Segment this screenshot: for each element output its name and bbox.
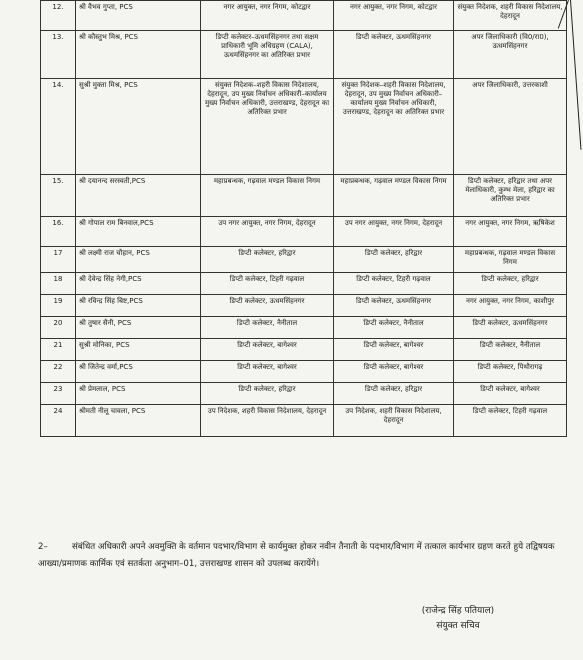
serial-number-cell: 23 (41, 383, 76, 405)
current-posting-cell: उप नगर आयुक्त, नगर निगम, देहरादून (201, 217, 334, 247)
current-posting-cell: संयुक्त निदेशक–शहरी विकास निदेशालय, देहरादून, उप मुख्य निर्वाचन अधिकारी–कार्यालय मुख्य निर्वाचन अधिकारी, उत्तराखण्ड, देहरादून का अतिरिक्त प्रभार (201, 79, 334, 175)
relieved-posting-cell: डिप्टी कलेक्टर, टिहरी गढ़वाल (334, 273, 454, 295)
serial-number-cell: 19 (41, 295, 76, 317)
new-posting-cell: अपर जिलाधिकारी, उत्तरकाशी (454, 79, 567, 175)
new-posting-cell: अपर जिलाधिकारी (वि0/रा0), ऊधमसिंहनगर (454, 31, 567, 79)
table-row (41, 79, 567, 175)
new-posting-cell: डिप्टी कलेक्टर, पिथौरागढ़ (454, 361, 567, 383)
table-row (41, 317, 567, 339)
table-row (41, 383, 567, 405)
officer-name-cell: श्री वैभव गुप्ता, PCS (76, 1, 201, 31)
table-row (41, 361, 567, 383)
officer-name-cell: सुश्री मोनिका, PCS (76, 339, 201, 361)
officer-name-cell: श्री कौस्तुभ मिश्र, PCS (76, 31, 201, 79)
serial-number-cell: 21 (41, 339, 76, 361)
relieved-posting-cell: उप नगर आयुक्त, नगर निगम, देहरादून (334, 217, 454, 247)
serial-number-cell: 17 (41, 247, 76, 273)
officer-name-cell: श्री जितेन्द्र वर्मा,PCS (76, 361, 201, 383)
instruction-paragraph (38, 539, 558, 572)
current-posting-cell: नगर आयुक्त, नगर निगम, कोटद्वार (201, 1, 334, 31)
officer-name-cell: सुश्री मुक्ता मिश्र, PCS (76, 79, 201, 175)
serial-number-cell: 22 (41, 361, 76, 383)
signature-block (388, 604, 528, 634)
relieved-posting-cell: संयुक्त निदेशक–शहरी विकास निदेशालय, देहरादून, उप मुख्य निर्वाचन अधिकारी–कार्यालय मुख्य निर्वाचन अधिकारी, उत्तराखण्ड, देहरादून का अतिरिक्त प्रभार (334, 79, 454, 175)
current-posting-cell: डिप्टी कलेक्टर, ऊधमसिंहनगर (201, 295, 334, 317)
current-posting-cell: डिप्टी कलेक्टर, बागेश्वर (201, 339, 334, 361)
officer-name-cell: श्री रविन्द्र सिंह बिष्ट,PCS (76, 295, 201, 317)
serial-number-cell: 20 (41, 317, 76, 339)
new-posting-cell: डिप्टी कलेक्टर, हरिद्वार (454, 273, 567, 295)
serial-number-cell: 14. (41, 79, 76, 175)
table-row (41, 31, 567, 79)
serial-number-cell: 13. (41, 31, 76, 79)
relieved-posting-cell: महाप्रबन्धक, गढ़वाल मण्डल विकास निगम (334, 175, 454, 217)
new-posting-cell: नगर आयुक्त, नगर निगम, काशीपुर (454, 295, 567, 317)
officer-name-cell: श्री गोपाल राम बिनवाल,PCS (76, 217, 201, 247)
signatory-name: (राजेन्द्र सिंह पतियाल) (421, 606, 495, 616)
paragraph-text: संबंधित अधिकारी अपने अवमुक्ति के वर्तमान पदभार/विभाग से कार्यमुक्त होकर नवीन तैनाती के पदभार/विभाग में तत्काल कार्यभार ग्रहण करते हुये तद्विषयक आख्या/प्रमाणक कार्मिक एवं सतर्कता अनुभाग–01, उत्तराखण्ड शासन को उपलब्ध करायेंगे। (38, 542, 555, 569)
margin-pen-mark (570, 0, 581, 150)
officer-name-cell: श्री दयानन्द सरस्वती,PCS (76, 175, 201, 217)
officer-name-cell: श्री प्रेमलाल, PCS (76, 383, 201, 405)
transfer-table-body (41, 1, 567, 437)
table-row (41, 273, 567, 295)
serial-number-cell: 24 (41, 405, 76, 437)
new-posting-cell: डिप्टी कलेक्टर, बागेश्वर (454, 383, 567, 405)
table-row (41, 247, 567, 273)
table-row (41, 405, 567, 437)
officer-name-cell: श्री लक्ष्मी राज चौहान, PCS (76, 247, 201, 273)
table-row (41, 339, 567, 361)
new-posting-cell: नगर आयुक्त, नगर निगम, ऋषिकेश (454, 217, 567, 247)
serial-number-cell: 15. (41, 175, 76, 217)
new-posting-cell: संयुक्त निदेशक, शहरी विकास निदेशालय, देहरादून (454, 1, 567, 31)
new-posting-cell: डिप्टी कलेक्टर, हरिद्वार तथा अपर मेलाधिकारी, कुम्भ मेला, हरिद्वार का अतिरिक्त प्रभार (454, 175, 567, 217)
relieved-posting-cell: डिप्टी कलेक्टर, बागेश्वर (334, 361, 454, 383)
officer-name-cell: श्री तुषार सैनी, PCS (76, 317, 201, 339)
table-row (41, 295, 567, 317)
serial-number-cell: 18 (41, 273, 76, 295)
serial-number-cell: 16. (41, 217, 76, 247)
relieved-posting-cell: उप निदेशक, शहरी विकास निदेशालय, देहरादून (334, 405, 454, 437)
table-row (41, 1, 567, 31)
current-posting-cell: डिप्टी कलेक्टर–ऊधमसिंहनगर तथा सक्षम प्राधिकारी भूमि अधिग्रहण (CALA), ऊधमसिंहनगर का अतिरिक्त प्रभार (201, 31, 334, 79)
relieved-posting-cell: डिप्टी कलेक्टर, हरिद्वार (334, 383, 454, 405)
current-posting-cell: डिप्टी कलेक्टर, बागेश्वर (201, 361, 334, 383)
table-row (41, 217, 567, 247)
new-posting-cell: डिप्टी कलेक्टर, नैनीताल (454, 339, 567, 361)
transfer-table (40, 0, 567, 437)
officer-name-cell: श्रीमती नीलू चावला, PCS (76, 405, 201, 437)
relieved-posting-cell: डिप्टी कलेक्टर, ऊधमसिंहनगर (334, 295, 454, 317)
serial-number-cell: 12. (41, 1, 76, 31)
current-posting-cell: डिप्टी कलेक्टर, हरिद्वार (201, 383, 334, 405)
relieved-posting-cell: डिप्टी कलेक्टर, बागेश्वर (334, 339, 454, 361)
current-posting-cell: महाप्रबन्धक, गढ़वाल मण्डल विकास निगम (201, 175, 334, 217)
paragraph-number: 2– (38, 542, 48, 552)
new-posting-cell: डिप्टी कलेक्टर, ऊधमसिंहनगर (454, 317, 567, 339)
officer-name-cell: श्री देवेन्द्र सिंह नेगी,PCS (76, 273, 201, 295)
new-posting-cell: डिप्टी कलेक्टर, टिहरी गढ़वाल (454, 405, 567, 437)
new-posting-cell: महाप्रबन्धक, गढ़वाल मण्डल विकास निगम (454, 247, 567, 273)
current-posting-cell: डिप्टी कलेक्टर, टिहरी गढ़वाल (201, 273, 334, 295)
current-posting-cell: डिप्टी कलेक्टर, हरिद्वार (201, 247, 334, 273)
relieved-posting-cell: डिप्टी कलेक्टर, हरिद्वार (334, 247, 454, 273)
signatory-designation: संयुक्त सचिव (436, 621, 480, 631)
current-posting-cell: डिप्टी कलेक्टर, नैनीताल (201, 317, 334, 339)
relieved-posting-cell: डिप्टी कलेक्टर, ऊधमसिंहनगर (334, 31, 454, 79)
current-posting-cell: उप निदेशक, शहरी विकास निदेशालय, देहरादून (201, 405, 334, 437)
relieved-posting-cell: नगर आयुक्त, नगर निगम, कोटद्वार (334, 1, 454, 31)
relieved-posting-cell: डिप्टी कलेक्टर, नैनीताल (334, 317, 454, 339)
table-row (41, 175, 567, 217)
